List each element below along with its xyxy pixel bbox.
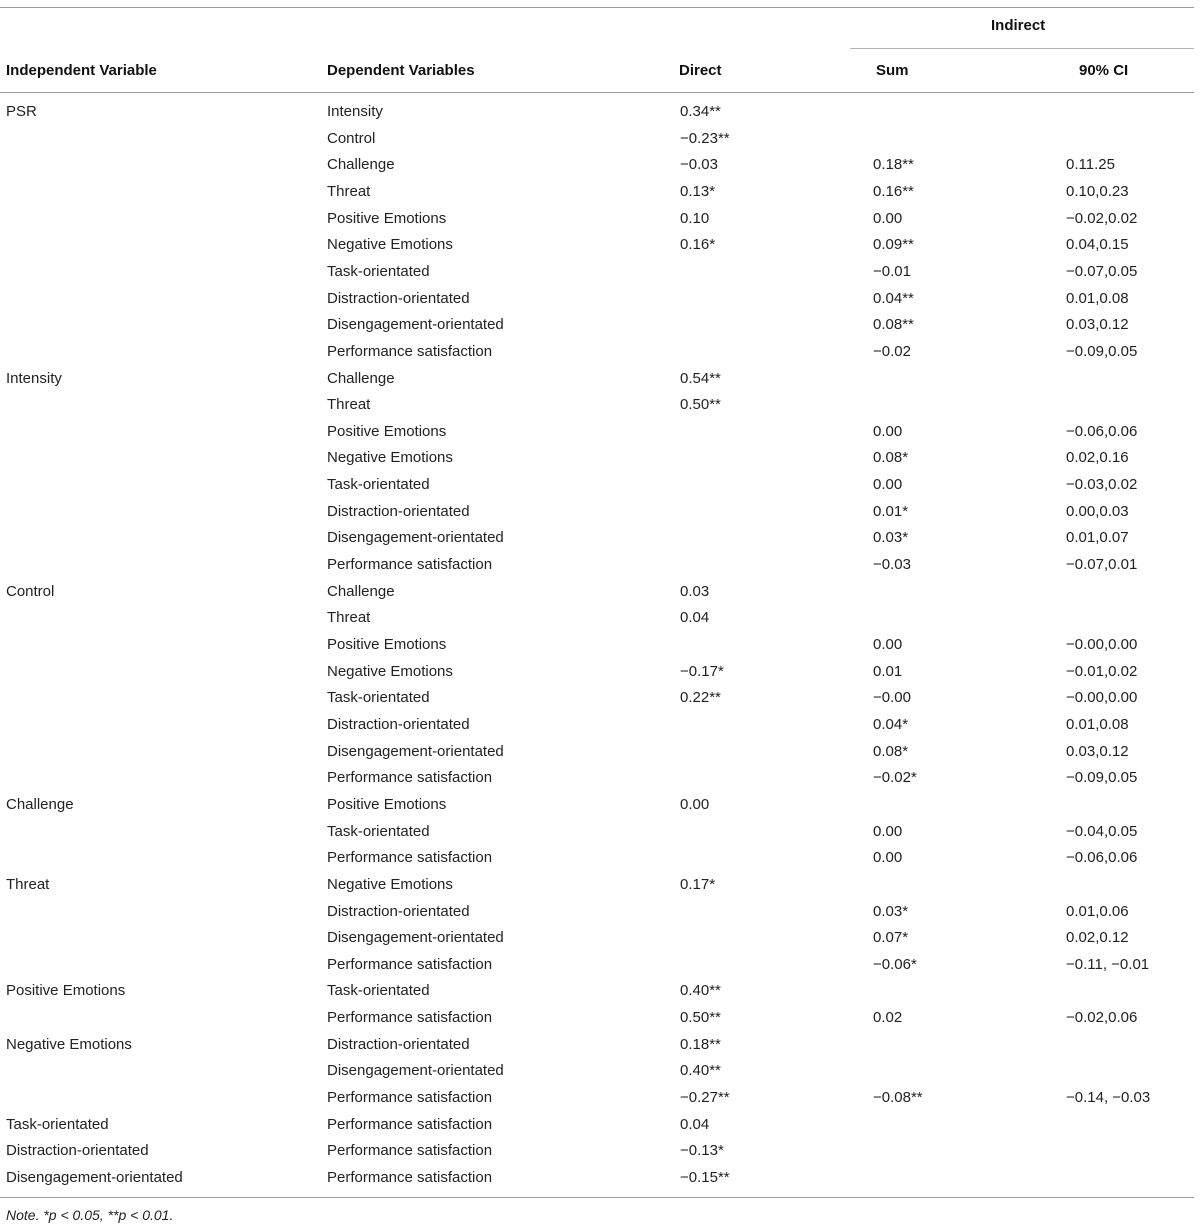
cell-indirect-ci: −0.04,0.05 — [1066, 823, 1138, 840]
cell-indirect-sum: 0.16** — [873, 183, 914, 200]
cell-indirect-ci: 0.02,0.12 — [1066, 929, 1129, 946]
cell-dependent-variable: Distraction-orientated — [327, 1036, 470, 1053]
cell-indirect-ci: −0.02,0.06 — [1066, 1009, 1138, 1026]
cell-direct: 0.13* — [680, 183, 716, 200]
cell-dependent-variable: Challenge — [327, 156, 395, 173]
cell-dependent-variable: Distraction-orientated — [327, 903, 470, 920]
cell-dependent-variable: Distraction-orientated — [327, 716, 470, 733]
cell-indirect-sum: 0.03* — [873, 529, 909, 546]
cell-indirect-ci: 0.04,0.15 — [1066, 236, 1129, 253]
header-direct: Direct — [679, 62, 722, 79]
cell-indirect-ci: −0.03,0.02 — [1066, 476, 1138, 493]
bottom-rule — [0, 1197, 1194, 1198]
cell-dependent-variable: Intensity — [327, 103, 383, 120]
cell-dependent-variable: Task-orientated — [327, 982, 430, 999]
cell-dependent-variable: Performance satisfaction — [327, 556, 493, 573]
cell-direct: −0.03 — [680, 156, 718, 173]
header-rule — [0, 92, 1194, 93]
cell-indirect-ci: 0.01,0.06 — [1066, 903, 1129, 920]
cell-independent-variable: Negative Emotions — [6, 1036, 132, 1053]
cell-dependent-variable: Task-orientated — [327, 689, 430, 706]
cell-direct: 0.03 — [680, 583, 710, 600]
cell-indirect-sum: 0.18** — [873, 156, 914, 173]
cell-indirect-ci: −0.11, −0.01 — [1066, 956, 1150, 973]
cell-dependent-variable: Task-orientated — [327, 476, 430, 493]
cell-indirect-sum: −0.00 — [873, 689, 911, 706]
cell-indirect-sum: 0.00 — [873, 849, 903, 866]
cell-independent-variable: Control — [6, 583, 55, 600]
cell-indirect-sum: −0.08** — [873, 1089, 923, 1106]
cell-dependent-variable: Performance satisfaction — [327, 956, 493, 973]
header-sum: Sum — [876, 62, 909, 79]
cell-indirect-ci: −0.09,0.05 — [1066, 343, 1138, 360]
cell-indirect-sum: 0.03* — [873, 903, 909, 920]
header-independent-variable: Independent Variable — [6, 62, 157, 79]
cell-dependent-variable: Negative Emotions — [327, 236, 453, 253]
cell-indirect-ci: −0.14, −0.03 — [1066, 1089, 1151, 1106]
cell-indirect-sum: 0.00 — [873, 210, 903, 227]
top-rule — [0, 7, 1194, 8]
cell-independent-variable: Intensity — [6, 370, 62, 387]
cell-dependent-variable: Task-orientated — [327, 263, 430, 280]
header-indirect: Indirect — [991, 17, 1046, 34]
cell-dependent-variable: Threat — [327, 183, 371, 200]
cell-independent-variable: Positive Emotions — [6, 982, 126, 999]
table-note: Note. *p < 0.05, **p < 0.01. — [6, 1207, 174, 1223]
cell-direct: −0.27** — [680, 1089, 730, 1106]
cell-indirect-ci: 0.03,0.12 — [1066, 743, 1129, 760]
cell-indirect-sum: 0.09** — [873, 236, 914, 253]
cell-indirect-sum: −0.01 — [873, 263, 911, 280]
cell-direct: −0.13* — [680, 1142, 724, 1159]
cell-direct: 0.17* — [680, 876, 716, 893]
cell-dependent-variable: Negative Emotions — [327, 449, 453, 466]
header-ci: 90% CI — [1079, 62, 1129, 79]
cell-indirect-ci: −0.01,0.02 — [1066, 663, 1138, 680]
cell-dependent-variable: Negative Emotions — [327, 663, 453, 680]
cell-indirect-ci: −0.02,0.02 — [1066, 210, 1138, 227]
cell-indirect-sum: −0.03 — [873, 556, 911, 573]
cell-indirect-sum: 0.08* — [873, 449, 909, 466]
cell-direct: 0.04 — [680, 609, 710, 626]
cell-direct: 0.50** — [680, 1009, 721, 1026]
cell-dependent-variable: Positive Emotions — [327, 796, 447, 813]
cell-dependent-variable: Positive Emotions — [327, 423, 447, 440]
indirect-rule — [850, 48, 1194, 49]
cell-indirect-ci: 0.10,0.23 — [1066, 183, 1129, 200]
cell-direct: 0.50** — [680, 396, 721, 413]
cell-dependent-variable: Control — [327, 130, 376, 147]
cell-indirect-ci: −0.00,0.00 — [1066, 636, 1138, 653]
cell-direct: 0.40** — [680, 982, 721, 999]
cell-indirect-sum: 0.04* — [873, 716, 909, 733]
cell-indirect-sum: 0.00 — [873, 476, 903, 493]
cell-direct: 0.00 — [680, 796, 710, 813]
cell-indirect-ci: −0.06,0.06 — [1066, 423, 1138, 440]
cell-indirect-sum: 0.00 — [873, 823, 903, 840]
cell-direct: 0.18** — [680, 1036, 721, 1053]
cell-indirect-ci: 0.03,0.12 — [1066, 316, 1129, 333]
cell-indirect-sum: −0.02 — [873, 343, 911, 360]
cell-dependent-variable: Threat — [327, 609, 371, 626]
cell-indirect-sum: 0.04** — [873, 290, 914, 307]
cell-indirect-sum: 0.02 — [873, 1009, 903, 1026]
cell-dependent-variable: Disengagement-orientated — [327, 929, 504, 946]
cell-indirect-sum: 0.00 — [873, 423, 903, 440]
cell-direct: 0.22** — [680, 689, 721, 706]
cell-independent-variable: Task-orientated — [6, 1116, 109, 1133]
cell-indirect-sum: 0.01* — [873, 503, 909, 520]
cell-dependent-variable: Distraction-orientated — [327, 290, 470, 307]
cell-dependent-variable: Performance satisfaction — [327, 1089, 493, 1106]
cell-indirect-ci: 0.01,0.08 — [1066, 716, 1129, 733]
cell-indirect-ci: −0.07,0.05 — [1066, 263, 1138, 280]
cell-direct: −0.17* — [680, 663, 724, 680]
cell-dependent-variable: Negative Emotions — [327, 876, 453, 893]
cell-indirect-ci: 0.11.25 — [1066, 156, 1115, 173]
cell-direct: −0.15** — [680, 1169, 730, 1186]
cell-indirect-sum: 0.08** — [873, 316, 914, 333]
cell-indirect-sum: 0.07* — [873, 929, 909, 946]
cell-direct: 0.10 — [680, 210, 710, 227]
cell-independent-variable: PSR — [6, 103, 37, 120]
cell-direct: 0.34** — [680, 103, 721, 120]
cell-indirect-sum: 0.00 — [873, 636, 903, 653]
cell-dependent-variable: Performance satisfaction — [327, 849, 493, 866]
cell-dependent-variable: Positive Emotions — [327, 210, 447, 227]
cell-dependent-variable: Disengagement-orientated — [327, 1062, 504, 1079]
cell-dependent-variable: Performance satisfaction — [327, 1009, 493, 1026]
cell-indirect-ci: 0.01,0.07 — [1066, 529, 1129, 546]
cell-indirect-ci: 0.02,0.16 — [1066, 449, 1129, 466]
cell-dependent-variable: Threat — [327, 396, 371, 413]
cell-independent-variable: Disengagement-orientated — [6, 1169, 183, 1186]
cell-indirect-ci: −0.09,0.05 — [1066, 769, 1138, 786]
cell-indirect-sum: 0.01 — [873, 663, 903, 680]
cell-dependent-variable: Disengagement-orientated — [327, 316, 504, 333]
header-dependent-variables: Dependent Variables — [327, 62, 475, 79]
cell-dependent-variable: Performance satisfaction — [327, 1169, 493, 1186]
cell-indirect-sum: −0.06* — [873, 956, 917, 973]
cell-dependent-variable: Positive Emotions — [327, 636, 447, 653]
cell-dependent-variable: Task-orientated — [327, 823, 430, 840]
cell-indirect-sum: 0.08* — [873, 743, 909, 760]
cell-indirect-ci: −0.06,0.06 — [1066, 849, 1138, 866]
cell-direct: 0.40** — [680, 1062, 721, 1079]
cell-indirect-ci: −0.00,0.00 — [1066, 689, 1138, 706]
cell-direct: −0.23** — [680, 130, 730, 147]
cell-direct: 0.04 — [680, 1116, 710, 1133]
cell-indirect-ci: 0.01,0.08 — [1066, 290, 1129, 307]
cell-dependent-variable: Distraction-orientated — [327, 503, 470, 520]
cell-dependent-variable: Performance satisfaction — [327, 343, 493, 360]
cell-dependent-variable: Performance satisfaction — [327, 1142, 493, 1159]
cell-independent-variable: Threat — [6, 876, 50, 893]
cell-independent-variable: Challenge — [6, 796, 74, 813]
cell-dependent-variable: Performance satisfaction — [327, 1116, 493, 1133]
cell-direct: 0.16* — [680, 236, 716, 253]
cell-indirect-ci: −0.07,0.01 — [1066, 556, 1138, 573]
cell-dependent-variable: Challenge — [327, 370, 395, 387]
cell-dependent-variable: Disengagement-orientated — [327, 529, 504, 546]
cell-independent-variable: Distraction-orientated — [6, 1142, 149, 1159]
cell-dependent-variable: Challenge — [327, 583, 395, 600]
cell-indirect-sum: −0.02* — [873, 769, 917, 786]
cell-indirect-ci: 0.00,0.03 — [1066, 503, 1129, 520]
cell-dependent-variable: Disengagement-orientated — [327, 743, 504, 760]
cell-direct: 0.54** — [680, 370, 721, 387]
cell-dependent-variable: Performance satisfaction — [327, 769, 493, 786]
